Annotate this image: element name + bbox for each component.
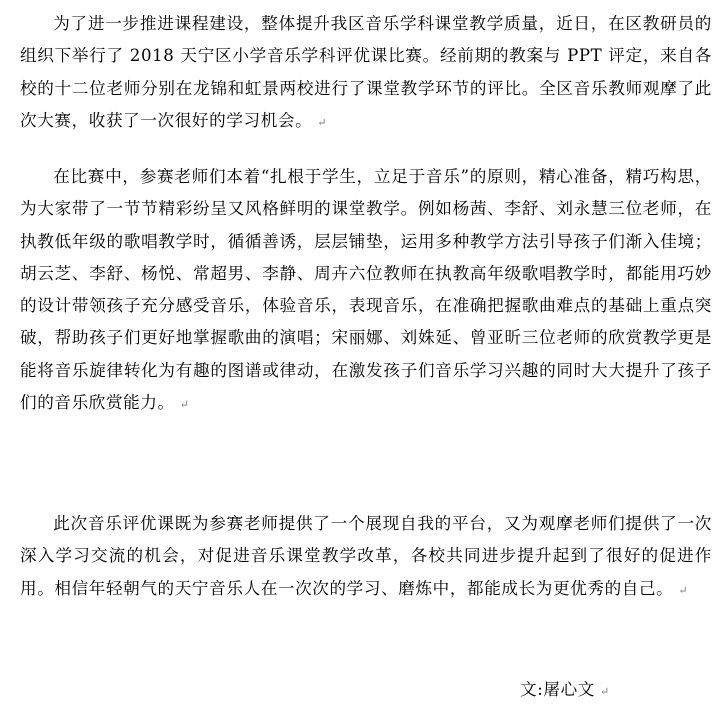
- paragraph-mark-icon: ↵: [317, 115, 327, 129]
- paragraph-1-text: 为了进一步推进课程建设，整体提升我区音乐学科课堂教学质量，近日，在区教研员的组织下举行了 2018 天宁区小学音乐学科评优课比赛。经前期的教案与 PPT 评定，来自各校的十二位老师分别在龙锦和虹景两校进行了课堂教学环节的评比。全区音乐教师观摩了此次大赛，收获了一次很好的学习机会。: [20, 14, 712, 130]
- signature-text: 文:屠心文: [520, 680, 595, 699]
- author-signature: [520, 676, 609, 706]
- paragraph-mark-icon: ↵: [179, 398, 189, 412]
- paragraph-1: [20, 8, 712, 139]
- paragraph-3-text: 此次音乐评优课既为参赛老师提供了一个展现自我的平台，又为观摩老师们提供了一次深入学习交流的机会，对促进音乐课堂教学改革，各校共同进步提升起到了很好的促进作用。相信年轻朝气的天宁音乐人在一次次的学习、磨炼中，都能成长为更优秀的自己。: [20, 514, 712, 598]
- paragraph-mark-icon: ↵: [678, 583, 688, 597]
- paragraph-3: [20, 508, 712, 607]
- paragraph-2-text: 在比赛中，参赛老师们本着“扎根于学生，立足于音乐”的原则，精心准备，精巧构思，为大家带了一节节精彩纷呈又风格鲜明的课堂教学。例如杨茜、李舒、刘永慧三位老师，在执教低年级的歌唱教学时，循循善诱，层层铺垫，运用多种教学方法引导孩子们渐入佳境；胡云芝、李舒、杨悦、常超男、李静、周卉六位教师在执教高年级歌唱教学时，都能用巧妙的设计带领孩子充分感受音乐，体验音乐，表现音乐，在准确把握歌曲难点的基础上重点突破，帮助孩子们更好地掌握歌曲的演唱；宋丽娜、刘姝延、曾亚昕三位老师的欣赏教学更是能将音乐旋律转化为有趣的图谱或律动，在激发孩子们音乐学习兴趣的同时大大提升了孩子们的音乐欣赏能力。: [20, 167, 712, 413]
- paragraph-mark-icon: ↵: [599, 685, 610, 698]
- paragraph-2: [20, 161, 712, 421]
